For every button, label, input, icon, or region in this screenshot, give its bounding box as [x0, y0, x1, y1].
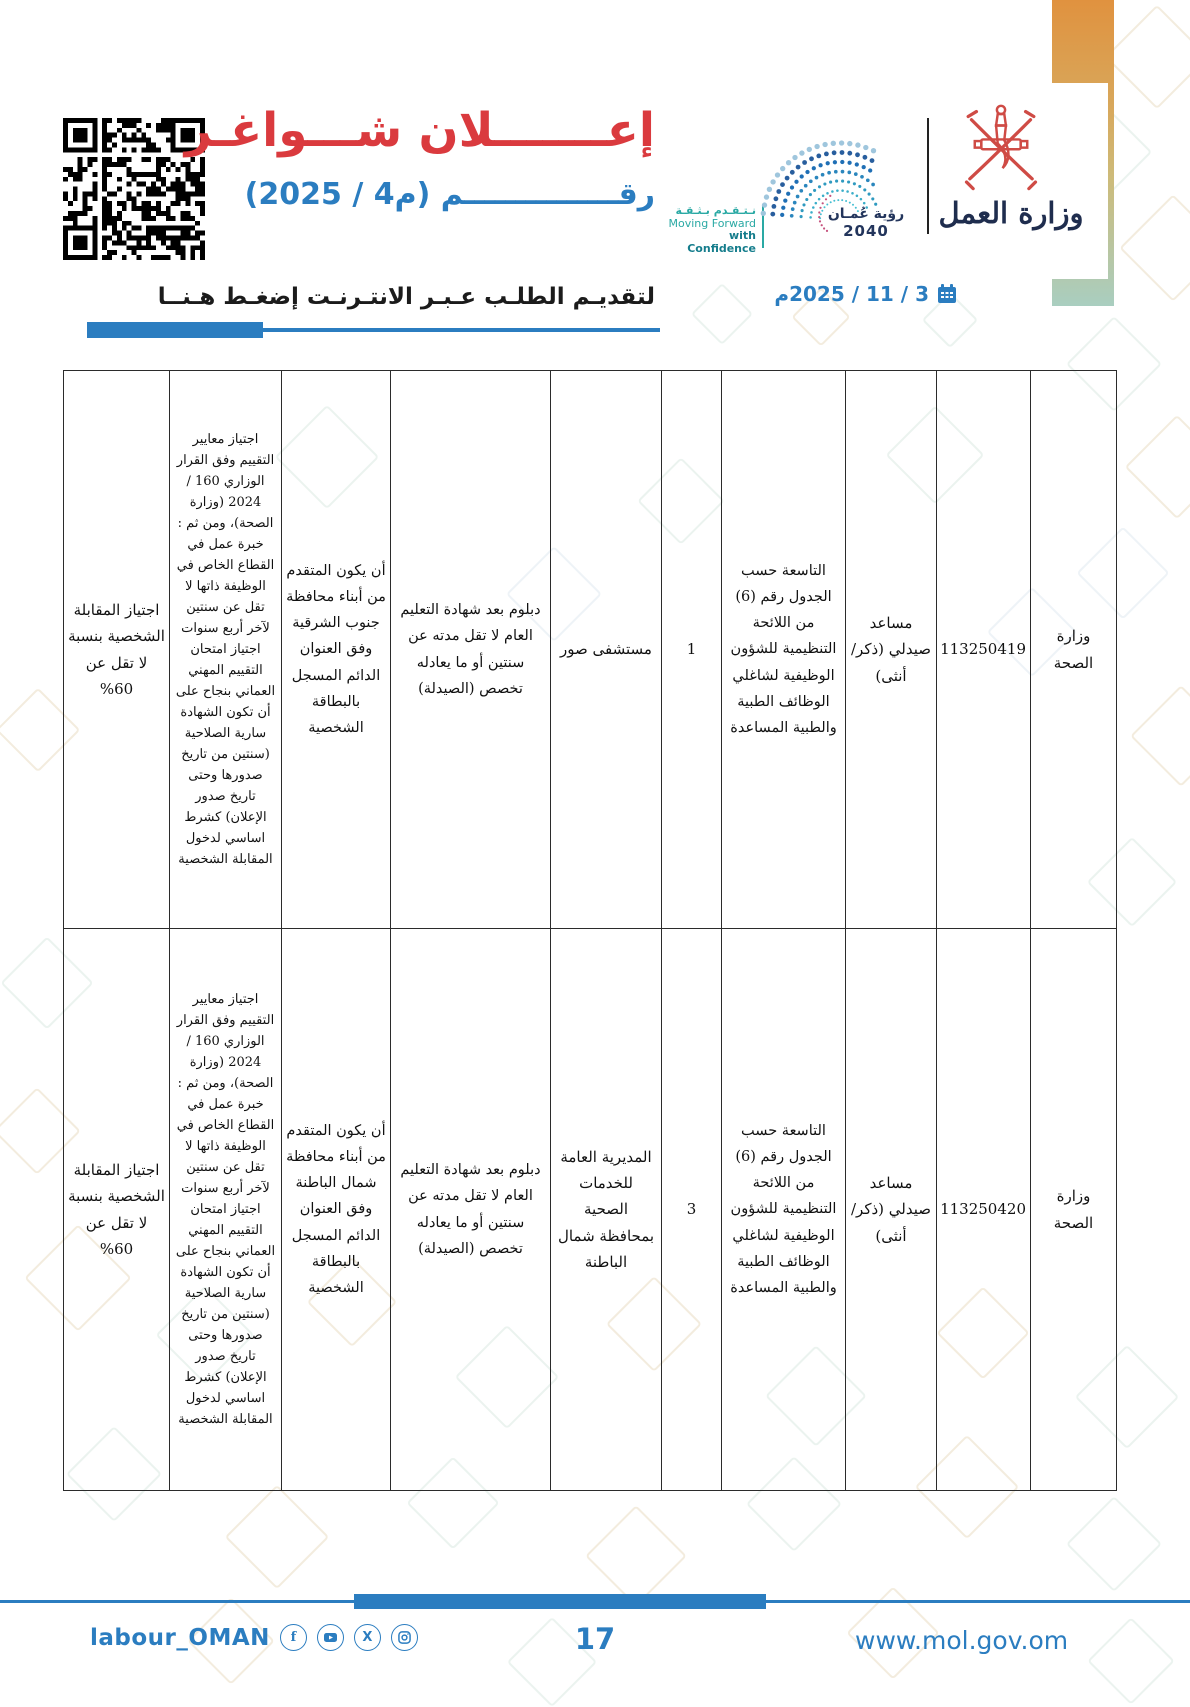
cell-ref-number: 113250420 — [937, 929, 1031, 1491]
cell-qualification: دبلوم بعد شهادة التعليم العام لا تقل مدته عن سنتين أو ما يعادله تخصص (الصيدلة) — [391, 371, 551, 929]
cell-interview-requirement: اجتياز المقابلة الشخصية بنسبة لا تقل عن 60% — [64, 929, 170, 1491]
calendar-icon — [936, 283, 958, 305]
apply-online-link[interactable]: لتقديـم الطلـب عـبـر الانتـرنـت إضغـط هـنــا — [157, 284, 655, 310]
announcement-number: رقـــــــــــــــم (م4 / 2025) — [244, 177, 655, 213]
cell-other-requirements: اجتياز معايير التقييم وفق القرار الوزاري 160 / 2024 (وزارة الصحة)، ومن ثم : خبرة عمل في القطاع الخاص في الوظيفة ذاتها لا تقل عن سنتين لآخر أربع سنوات اجتياز امتحان التقييم المهني العماني بنجاح على أن تكون الشهادة سارية الصلاحية (سنتين من تاريخ صدورها وحتى تاريخ صدور الإعلان) كشرط اساسي لدخول المقابلة الشخصية — [170, 371, 282, 929]
oman-national-emblem-icon — [960, 98, 1042, 194]
vision-tagline-ar: نـتـقـدم بـثـقـة — [675, 204, 756, 217]
diamond-pattern-shape — [585, 1505, 687, 1607]
youtube-icon[interactable] — [317, 1624, 344, 1651]
footer-accent-bar — [354, 1594, 766, 1609]
cell-job-title: مساعد صيدلي (ذكر/أنثى) — [846, 371, 937, 929]
website-link[interactable]: www.mol.gov.om — [855, 1626, 1069, 1655]
cell-ministry: وزارة الصحة — [1031, 371, 1117, 929]
social-handle: labour_OMAN — [90, 1624, 270, 1651]
vision-year: 2040 — [843, 222, 889, 240]
vacancies-table — [63, 370, 1117, 1491]
cell-other-requirements: اجتياز معايير التقييم وفق القرار الوزاري 160 / 2024 (وزارة الصحة)، ومن ثم : خبرة عمل في القطاع الخاص في الوظيفة ذاتها لا تقل عن سنتين لآخر أربع سنوات اجتياز امتحان التقييم المهني العماني بنجاح على أن تكون الشهادة سارية الصلاحية (سنتين من تاريخ صدورها وحتى تاريخ صدور الإعلان) كشرط اساسي لدخول المقابلة الشخصية — [170, 929, 282, 1491]
header-accent-line — [263, 328, 660, 332]
diamond-pattern-shape — [1119, 194, 1190, 301]
diamond-pattern-shape — [1125, 415, 1190, 520]
logo-divider — [927, 118, 929, 234]
cell-grade: التاسعة حسب الجدول رقم (6) من اللائحة التنظيمية للشؤون الوظيفية لشاغلي الوظائف الطبية والطبية المساعدة — [722, 371, 846, 929]
cell-ref-number: 113250419 — [937, 371, 1031, 929]
vision2040-taglines — [668, 205, 756, 256]
cell-vacancy-count: 3 — [662, 929, 722, 1491]
ministry-of-labour-wordmark: وزارة العمل — [938, 196, 1084, 230]
table-row — [64, 929, 1117, 1491]
cell-workplace: المديرية العامة للخدمات الصحية بمحافظة شمال الباطنة — [551, 929, 662, 1491]
cell-ministry: وزارة الصحة — [1031, 929, 1117, 1491]
diamond-pattern-shape — [1087, 1617, 1175, 1705]
cell-vacancy-count: 1 — [662, 371, 722, 929]
social-media-row — [90, 1624, 418, 1651]
facebook-icon[interactable]: f — [280, 1624, 307, 1651]
diamond-pattern-shape — [225, 1485, 330, 1590]
diamond-pattern-shape — [1105, 5, 1190, 110]
vision-name-ar: رؤية عُمـان — [827, 206, 905, 222]
diamond-pattern-shape — [1066, 1496, 1162, 1592]
diamond-pattern-shape — [1130, 685, 1190, 787]
cell-residency-condition: أن يكون المتقدم من أبناء محافظة شمال الباطنة وفق العنوان الدائم المسجل بالبطاقة الشخصية — [282, 929, 391, 1491]
cell-qualification: دبلوم بعد شهادة التعليم العام لا تقل مدته عن سنتين أو ما يعادله تخصص (الصيدلة) — [391, 929, 551, 1491]
date-text: 3 / 11 / 2025م — [774, 282, 929, 306]
instagram-icon[interactable] — [391, 1624, 418, 1651]
table-row — [64, 371, 1117, 929]
cell-workplace: مستشفى صور — [551, 371, 662, 929]
vision-tagline-en1: Moving Forward — [668, 216, 756, 230]
announcement-heading — [170, 100, 655, 212]
x-twitter-icon[interactable]: X — [354, 1624, 381, 1651]
vision-tagline-en2: with Confidence — [687, 229, 756, 255]
page-number: 17 — [574, 1622, 616, 1656]
cell-interview-requirement: اجتياز المقابلة الشخصية بنسبة لا تقل عن 60% — [64, 371, 170, 929]
cell-job-title: مساعد صيدلي (ذكر/أنثى) — [846, 929, 937, 1491]
announcement-date-row — [700, 282, 958, 306]
page-title: إعـــــــلان شـــواغـر — [184, 103, 655, 158]
vision2040-wordmark — [820, 206, 912, 240]
header-accent-bar — [87, 322, 263, 338]
cell-grade: التاسعة حسب الجدول رقم (6) من اللائحة التنظيمية للشؤون الوظيفية لشاغلي الوظائف الطبية والطبية المساعدة — [722, 929, 846, 1491]
cell-residency-condition: أن يكون المتقدم من أبناء محافظة جنوب الشرقية وفق العنوان الدائم المسجل بالبطاقة الشخصية — [282, 371, 391, 929]
